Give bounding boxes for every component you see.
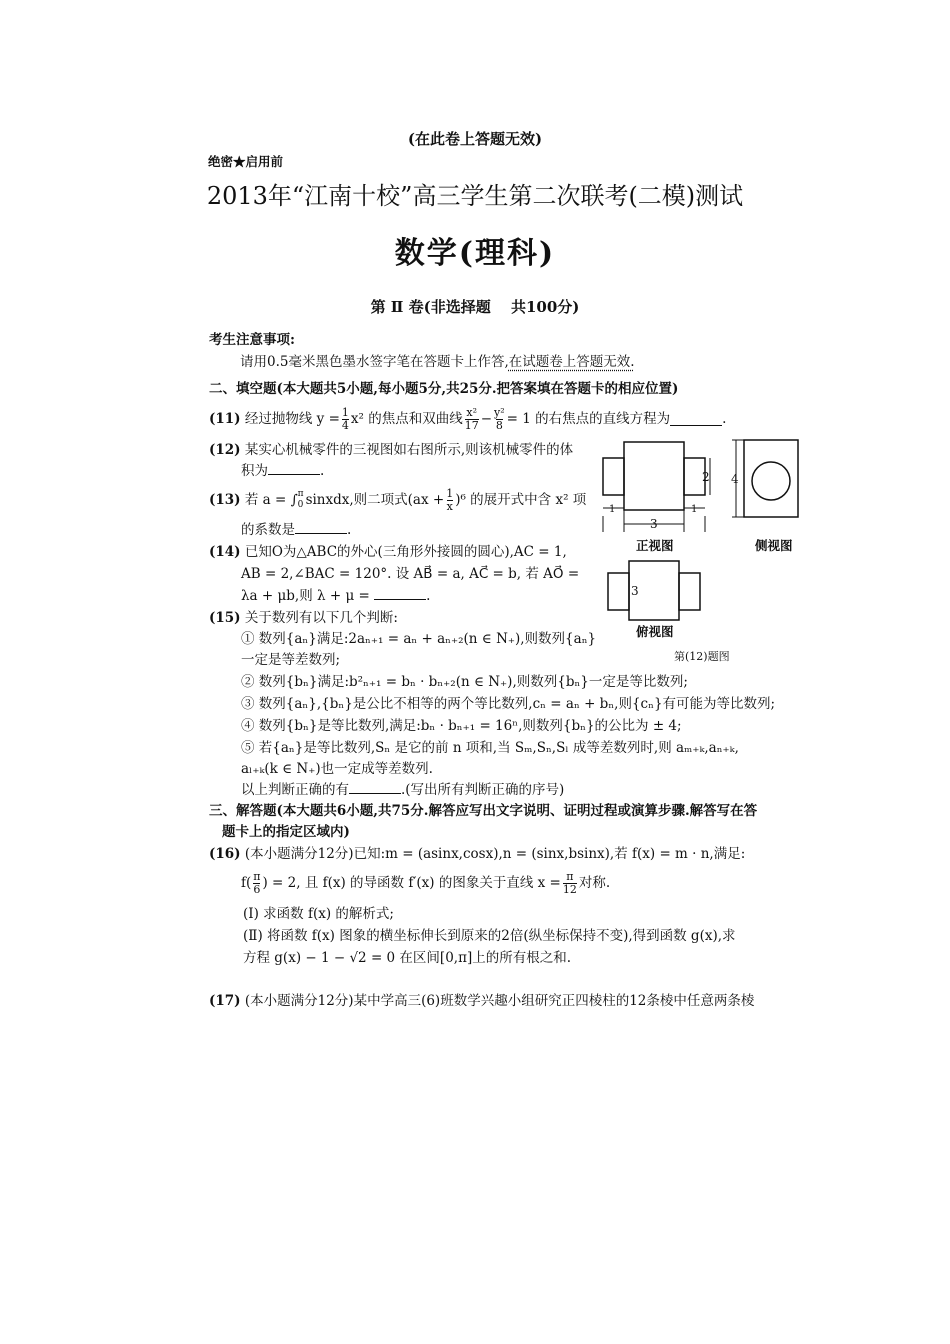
section-2-text: 二、填空题(本大题共5小题,每小题5分,共25分.把答案填在答题卡的相应位置) [209,381,679,397]
dim-1-left: 1 [609,504,616,515]
question-14-line-3: λa + μb,则 λ + μ = . [241,588,431,604]
confidential-mark: 绝密★启用前 [208,154,284,169]
front-view-body [624,442,684,510]
section-3-line-1: 三、解答题(本大题共6小题,共75分.解答应写出文字说明、证明过程或演算步骤.解答写在答 [209,803,758,819]
notes-line [240,353,635,371]
question-17 [209,992,754,1010]
q11-frac-3-den: 8 [495,418,503,432]
question-12-line-1 [209,441,573,459]
q11-text-c: = 1 的右焦点的直线方程为 [506,411,671,427]
q11-minus: − [480,411,493,427]
question-11: (11) 经过抛物线 y = $\frac{1}{4}$ x² 的焦点和双曲线 $\frac{\text{x²}}{17}$ − $\frac{\text{y²}}{8}$ = 1 的右焦点的直线方程为 . [209,405,727,432]
question-16-line-2 [241,866,610,900]
q13-lower: 0 [297,500,304,510]
q17-text: (本小题满分12分)某中学高三(6)班数学兴趣小组研究正四棱柱的12条棱中任意两条棱 [244,993,755,1009]
front-view-left-tab [603,458,624,495]
q11-frac-1-den: 4 [341,418,349,432]
q12-text-2: 积为 [241,463,268,479]
q11-frac-3-num: y² [494,405,505,419]
q11-frac-1 [342,407,349,432]
dim-2: 2 [702,470,710,484]
q13-frac [446,488,453,513]
q15-label: (15) [209,610,241,626]
q13-frac-num: 1 [446,486,454,500]
q15-item-4: ④ 数列{bₙ}是等比数列,满足:bₙ · bₙ₊₁ = 16ⁿ,则数列{bₙ}的公比为 ± 4; [241,718,682,734]
q16-frac-1-den: 6 [253,882,261,896]
dim-3: 3 [650,517,658,531]
question-16-line-1 [209,845,745,863]
q13-text-c: )⁶ 的展开式中含 x² 项 [455,492,587,508]
notes-text-b: 在试题卷上答题无效. [508,354,635,370]
q14-label: (14) [209,544,241,560]
q14-answer-blank [374,587,426,600]
side-view-label: 侧视图 [755,538,793,553]
q13-frac-den: x [446,499,453,513]
top-view-label: 俯视图 [636,624,674,639]
q15-conclusion-b: .(写出所有判断正确的序号) [401,782,565,798]
q15-conclusion [241,781,564,799]
q13-label: (13) [209,492,241,508]
question-12-line-2: 积为 . [241,463,325,479]
q14-text-3: λa + μb,则 λ + μ = [241,588,375,604]
volume-title: 第 Ⅱ 卷(非选择题 共100分) [370,298,580,316]
question-14-line-2: AB = 2,∠BAC = 120°. 设 AB⃗ = a, AC⃗ = b, 若 AO⃗ = [241,566,580,582]
question-13-line-2: 的系数是 . [241,522,352,538]
q12-answer-blank [268,462,320,475]
q12-text: 某实心机械零件的三视图如右图所示,则该机械零件的体 [244,442,574,458]
q16-frac-2-num: π [566,869,574,883]
q12-label: (12) [209,442,241,458]
subject-title: 数学(理科) [394,236,556,271]
q16-frac-1 [253,871,260,896]
front-view-label: 正视图 [636,538,674,553]
q13-text-2: 的系数是 [241,522,295,538]
q11-frac-2 [465,407,479,432]
section-3-line-2: 题卡上的指定区域内) [222,824,350,840]
q16-text-2a: f( [241,875,252,891]
q15-item-1-cont: 一定是等差数列; [241,652,341,668]
question-15-intro [209,609,398,627]
q13-integral-bounds [298,489,304,511]
q14-text-1: 已知O为△ABC的外心(三角形外接圆的圆心),AC = 1, [244,544,567,560]
three-view-figure [598,436,808,668]
q13-text-a: 若 a = ∫ [244,492,298,508]
q15-item-3: ③ 数列{aₙ},{bₙ}是公比不相等的两个等比数列,cₙ = aₙ + bₙ,则{cₙ}有可能为等比数列; [241,696,776,712]
q15-item-2: ② 数列{bₙ}满足:b²ₙ₊₁ = bₙ · bₙ₊₂(n ∈ N₊),则数列{bₙ}一定是等比数列; [241,674,688,690]
dim-3-top: 3 [631,584,639,598]
q16-frac-1-num: π [253,869,261,883]
q16-frac-2-den: 12 [562,882,577,896]
q15-answer-blank [349,781,401,794]
top-view-left-tab [608,573,629,610]
q16-part-2: (Ⅱ) 将函数 f(x) 图象的横坐标伸长到原来的2倍(纵坐标保持不变),得到函数 g(x),求 [243,928,736,944]
q16-frac-2 [563,871,577,896]
question-13 [209,483,586,517]
q13-upper: π [297,489,304,499]
q16-text-2c: 对称. [578,875,611,891]
top-view-right-tab [679,573,700,610]
q11-frac-2-den: 17 [464,418,479,432]
q16-part-1: (Ⅰ) 求函数 f(x) 的解析式; [243,906,394,922]
dim-1-right: 1 [691,504,698,515]
question-14-line-1 [209,543,567,561]
figure-caption: 第(12)题图 [674,650,730,663]
q16-text-1: (本小题满分12分)已知:m = (asinx,cosx),n = (sinx,bsinx),若 f(x) = m · n,满足: [244,846,746,862]
q16-part-2-cont: 方程 g(x) − 1 − √2 = 0 在区间[0,π]上的所有根之和. [243,950,572,966]
q11-text-a: 经过抛物线 y = [244,411,340,427]
dim-4: 4 [731,472,739,486]
notes-text-a: 请用0.5毫米黑色墨水签字笔在答题卡上作答, [240,354,509,370]
q15-item-5-cont: aₗ₊ₖ(k ∈ N₊)也一定成等差数列. [241,761,433,777]
q16-text-2b: ) = 2, 且 f(x) 的导函数 f′(x) 的图象关于直线 x = [262,875,561,891]
q11-frac-3 [494,407,505,432]
q11-answer-blank [670,413,722,426]
q15-item-5: ⑤ 若{aₙ}是等比数列,Sₙ 是它的前 n 项和,当 Sₘ,Sₙ,Sₗ 成等差数列时,则 aₘ₊ₖ,aₙ₊ₖ, [241,740,739,756]
answer-invalid-notice: (在此卷上答题无效) [407,130,543,148]
q11-label: (11) [209,411,241,427]
q11-text-b: x² 的焦点和双曲线 [350,411,463,427]
q11-frac-1-num: 1 [341,405,349,419]
q11-frac-2-num: x² [466,405,478,419]
q13-answer-blank [295,521,347,534]
exam-title: 2013年“江南十校”高三学生第二次联考(二模)测试 [206,182,744,210]
notes-heading: 考生注意事项: [209,332,295,348]
q13-text-b: sinxdx,则二项式(ax + [305,492,445,508]
q15-conclusion-a: 以上判断正确的有 [241,782,349,798]
side-view-circle [752,462,790,500]
section-2-heading [209,380,678,398]
q15-intro-text: 关于数列有以下几个判断: [244,610,398,626]
q16-label: (16) [209,846,241,862]
q15-item-1: ① 数列{aₙ}满足:2aₙ₊₁ = aₙ + aₙ₊₂(n ∈ N₊),则数列{aₙ} [241,631,597,647]
q17-label: (17) [209,993,241,1009]
